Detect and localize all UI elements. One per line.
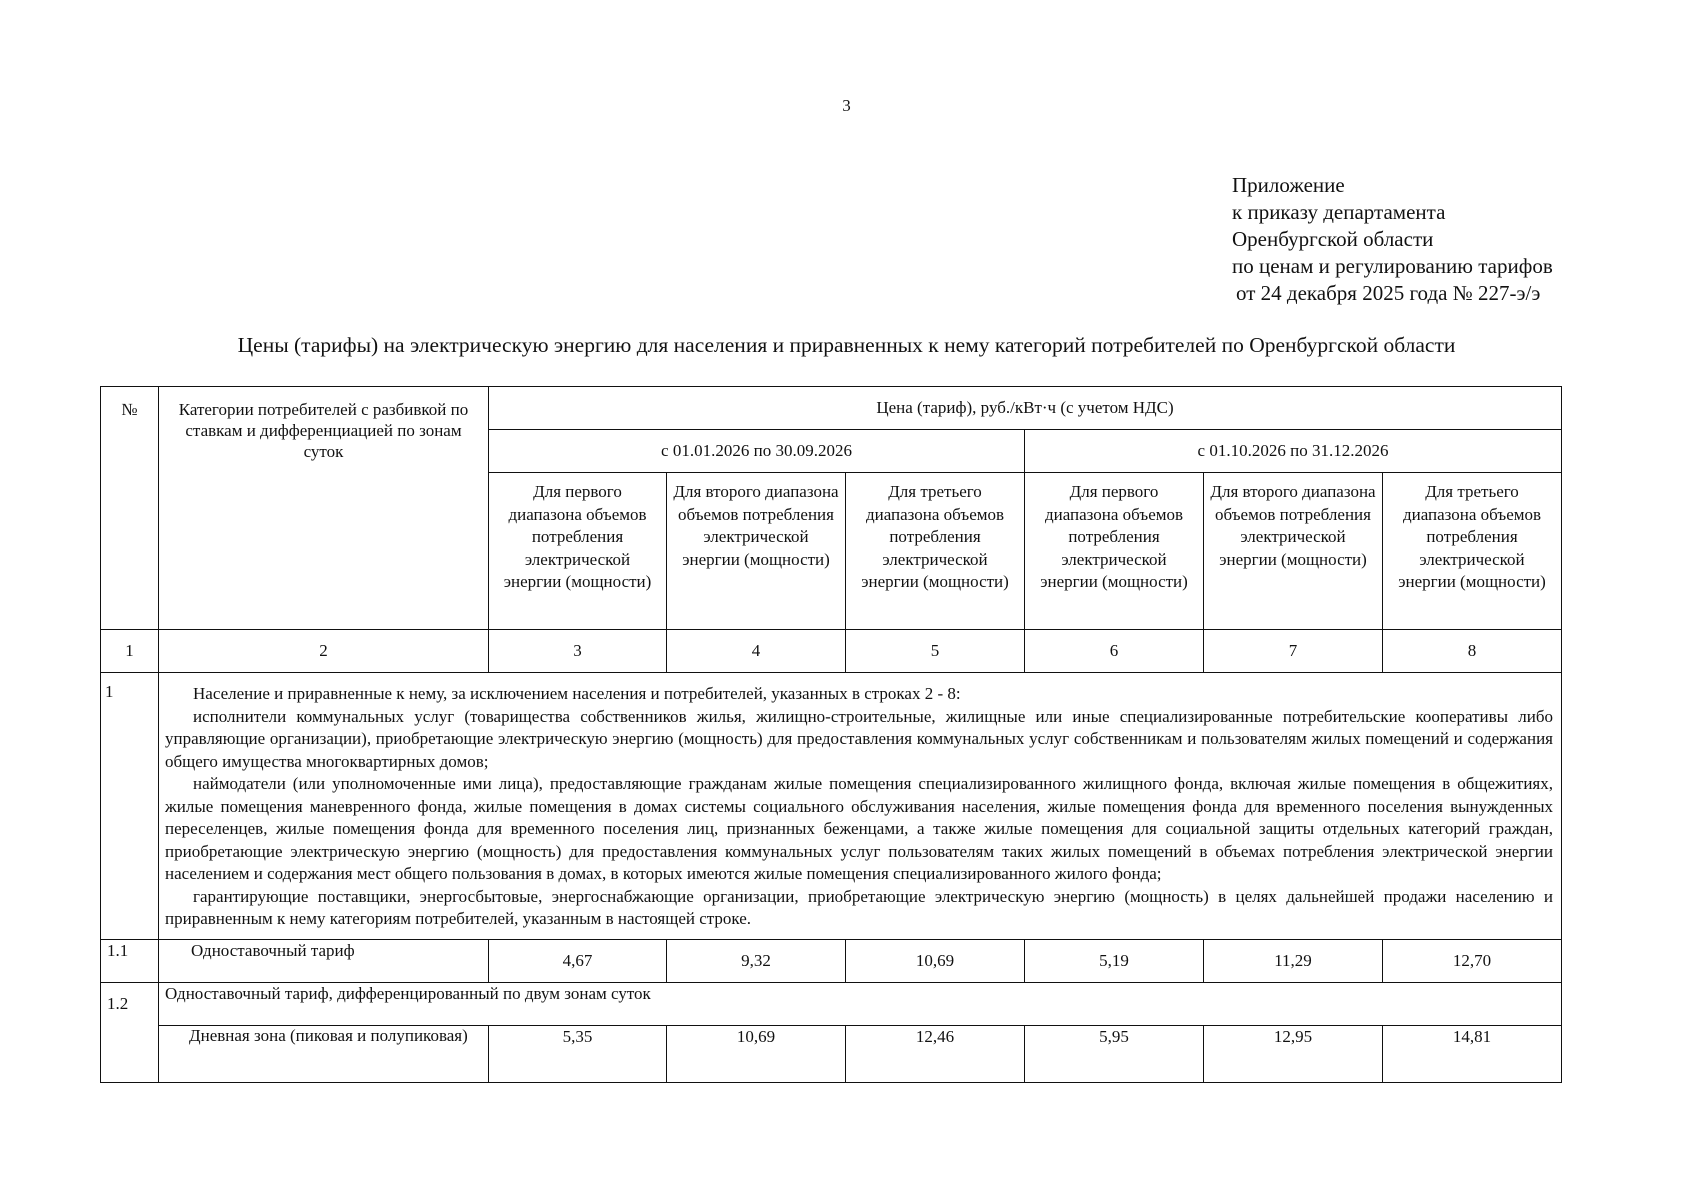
row-number: 1.2 [101, 982, 159, 1082]
column-number: 6 [1025, 630, 1204, 673]
header-range: Для первого диапазона объемов потребления электрической энергии (мощности) [1025, 473, 1204, 630]
tariff-value: 10,69 [667, 1025, 846, 1082]
section-paragraph: наймодатели (или уполномоченные ими лица), предоставляющие гражданам жилые помещения специализированного жилищного фонда, включая жилые помещения в общежитиях, жилые помещения маневренного фонда, жилые помещения в домах системы социального обслуживания населения, жилые помещения фонда для временного поселения вынужденных переселенцев, жилые помещения фонда для временного поселения лиц, признанных беженцами, а также жилые помещения для социальной защиты отдельных категорий граждан, приобретающие электрическую энергию (мощность) для предоставления коммунальных услуг пользователям таких жилых помещений в объемах потребления электрической энергии населением и содержания мест общего пользования в домах, в которых имеются жилые помещения специализированного жилого фонда; [165, 774, 1553, 883]
column-number: 8 [1383, 630, 1562, 673]
appendix-line: Приложение [1232, 173, 1345, 197]
row-label: Одноставочный тариф, дифференцированный по двум зонам суток [159, 982, 1562, 1025]
appendix-line: Оренбургской области [1232, 227, 1434, 251]
header-price: Цена (тариф), руб./кВт·ч (с учетом НДС) [489, 387, 1562, 430]
column-number: 2 [159, 630, 489, 673]
header-row-price [101, 387, 1562, 430]
header-range: Для второго диапазона объемов потребления электрической энергии (мощности) [1204, 473, 1383, 630]
row-number: 1.1 [101, 939, 159, 982]
tariff-value: 10,69 [846, 939, 1025, 982]
page-number: 3 [842, 96, 851, 115]
header-range: Для второго диапазона объемов потребления электрической энергии (мощности) [667, 473, 846, 630]
table-row-1-1 [101, 939, 1562, 982]
header-number: № [101, 387, 159, 630]
tariff-value: 9,32 [667, 939, 846, 982]
appendix-line: по ценам и регулированию тарифов [1232, 254, 1553, 278]
column-number-row [101, 630, 1562, 673]
tariff-value: 5,19 [1025, 939, 1204, 982]
column-number: 5 [846, 630, 1025, 673]
tariff-value: 4,67 [489, 939, 667, 982]
header-range: Для третьего диапазона объемов потребления электрической энергии (мощности) [1383, 473, 1562, 630]
tariff-value: 14,81 [1383, 1025, 1562, 1082]
header-period-2: с 01.10.2026 по 31.12.2026 [1025, 430, 1562, 473]
header-range: Для первого диапазона объемов потребления электрической энергии (мощности) [489, 473, 667, 630]
column-number: 3 [489, 630, 667, 673]
tariff-table [100, 386, 1562, 1083]
header-period-1: с 01.01.2026 по 30.09.2026 [489, 430, 1025, 473]
appendix-block [1232, 172, 1553, 307]
appendix-line: к приказу департамента [1232, 200, 1446, 224]
tariff-value: 12,70 [1383, 939, 1562, 982]
table-row-day-zone [101, 1025, 1562, 1082]
table-row-1-2 [101, 982, 1562, 1025]
column-number: 1 [101, 630, 159, 673]
tariff-value: 12,46 [846, 1025, 1025, 1082]
row-label: Дневная зона (пиковая и полупиковая) [159, 1025, 489, 1082]
tariff-value: 5,35 [489, 1025, 667, 1082]
section-1-description [159, 673, 1562, 940]
column-number: 7 [1204, 630, 1383, 673]
section-paragraph: исполнители коммунальных услуг (товарищества собственников жилья, жилищно-строительные, жилищные или иные специализированные потребительские кооперативы либо управляющие организации), приобретающие электрическую энергию (мощность) для предоставления коммунальных услуг собственникам и пользователям жилых помещений и содержания общего имущества многоквартирных домов; [165, 706, 1553, 771]
document-title: Цены (тарифы) на электрическую энергию для населения и приравненных к нему категорий потребителей по Оренбургской области [237, 333, 1456, 357]
appendix-line: от 24 декабря 2025 года № 227-э/э [1236, 281, 1541, 305]
section-paragraph: гарантирующие поставщики, энергосбытовые, энергоснабжающие организации, приобретающие электрическую энергию (мощность) в целях дальнейшей продажи населению и приравненным к нему категориям потребителей, указанным в настоящей строке. [165, 886, 1553, 928]
header-range: Для третьего диапазона объемов потребления электрической энергии (мощности) [846, 473, 1025, 630]
tariff-value: 11,29 [1204, 939, 1383, 982]
header-category: Категории потребителей с разбивкой по ставкам и дифференциацией по зонам суток [159, 387, 489, 630]
column-number: 4 [667, 630, 846, 673]
tariff-value: 12,95 [1204, 1025, 1383, 1082]
row-label: Одноставочный тариф [159, 939, 489, 982]
section-1-row [101, 673, 1562, 940]
section-paragraph: Население и приравненные к нему, за исключением населения и потребителей, указанных в строках 2 - 8: [193, 684, 961, 703]
row-number: 1 [101, 673, 159, 940]
tariff-value: 5,95 [1025, 1025, 1204, 1082]
